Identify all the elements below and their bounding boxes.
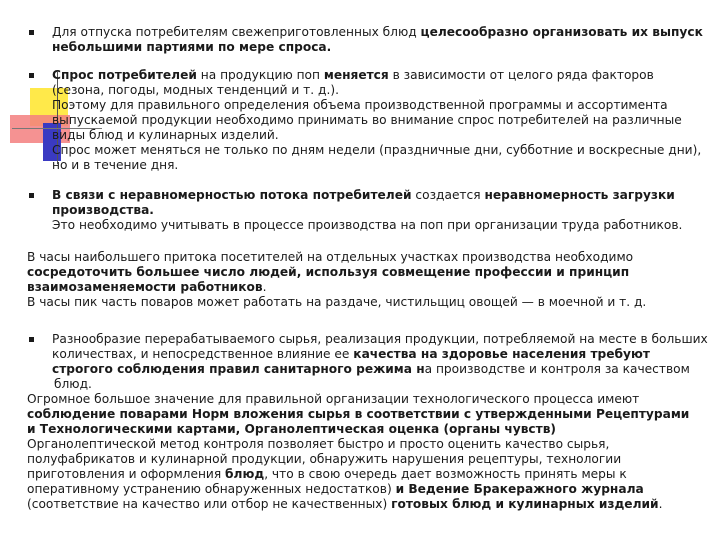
- bullet-3-text: В связи с неравномерностью потока потребителей создается неравномерность загрузки производства. Это необходимо учитывать в процессе производства на поп при организации труда работников.: [52, 188, 683, 232]
- bullet-marker: [29, 193, 34, 198]
- bullet-1-text: Для отпуска потребителям свежеприготовленных блюд целесообразно организовать их выпуск небольшими партиями по мере спроса.: [52, 25, 703, 54]
- bullet-4-text: Разнообразие перерабатываемого сырья, реализация продукции, потребляемой на месте в больших количествах, и непосредственное влияние ее качества на здоровье населения требуют строгого соблюдения правил санитарного режима на производстве и контроля за качеством блюд.: [52, 332, 708, 391]
- paragraph-staffing: В часы наибольшего притока посетителей на отдельных участках производства необходимо сосредоточить большее число людей, используя совмещение профессии и принцип взаимозаменяемости работников. В часы пик часть поваров может работать на раздаче, чистильщиц овощей — в моечной и т. д.: [27, 250, 647, 309]
- bullet-2-text: Спрос потребителей на продукцию поп меняется в зависимости от целого ряда факторов (сезона, погоды, модных тенденций и т. д.). Поэтому для правильного определения объема производственной программы и ассортимента выпускаемой продукции необходимо принимать во внимание спрос потребителей на различные виды блюд и кулинарных изделий. Спрос может меняться не только по дням недели (праздничные дни, субботние и воскресные дни), но и в течение дня.: [52, 68, 702, 172]
- paragraph-quality-control: Огромное большое значение для правильной организации технологического процесса имеют соблюдение поварами Норм вложения сырья в соответствии с утвержденными Рецептурами и Технологическими картами, Органолептическая оценка (органы чувств) Органолептической метод контроля позволяет быстро и просто оценить качество сырья, полуфабрикатов и кулинарной продукции, обнаружить нарушения рецептуры, технологии приготовления и оформления блюд, что в свою очередь дает возможность принять меры к оперативному устранению обнаруженных недостатков) и Ведение Бракеражного журнала (соответствие на качество или отбор не качественных) готовых блюд и кулинарных изделий.: [27, 392, 690, 511]
- bullet-marker: [29, 337, 34, 342]
- bullet-marker: [29, 73, 34, 78]
- bullet-marker: [29, 30, 34, 35]
